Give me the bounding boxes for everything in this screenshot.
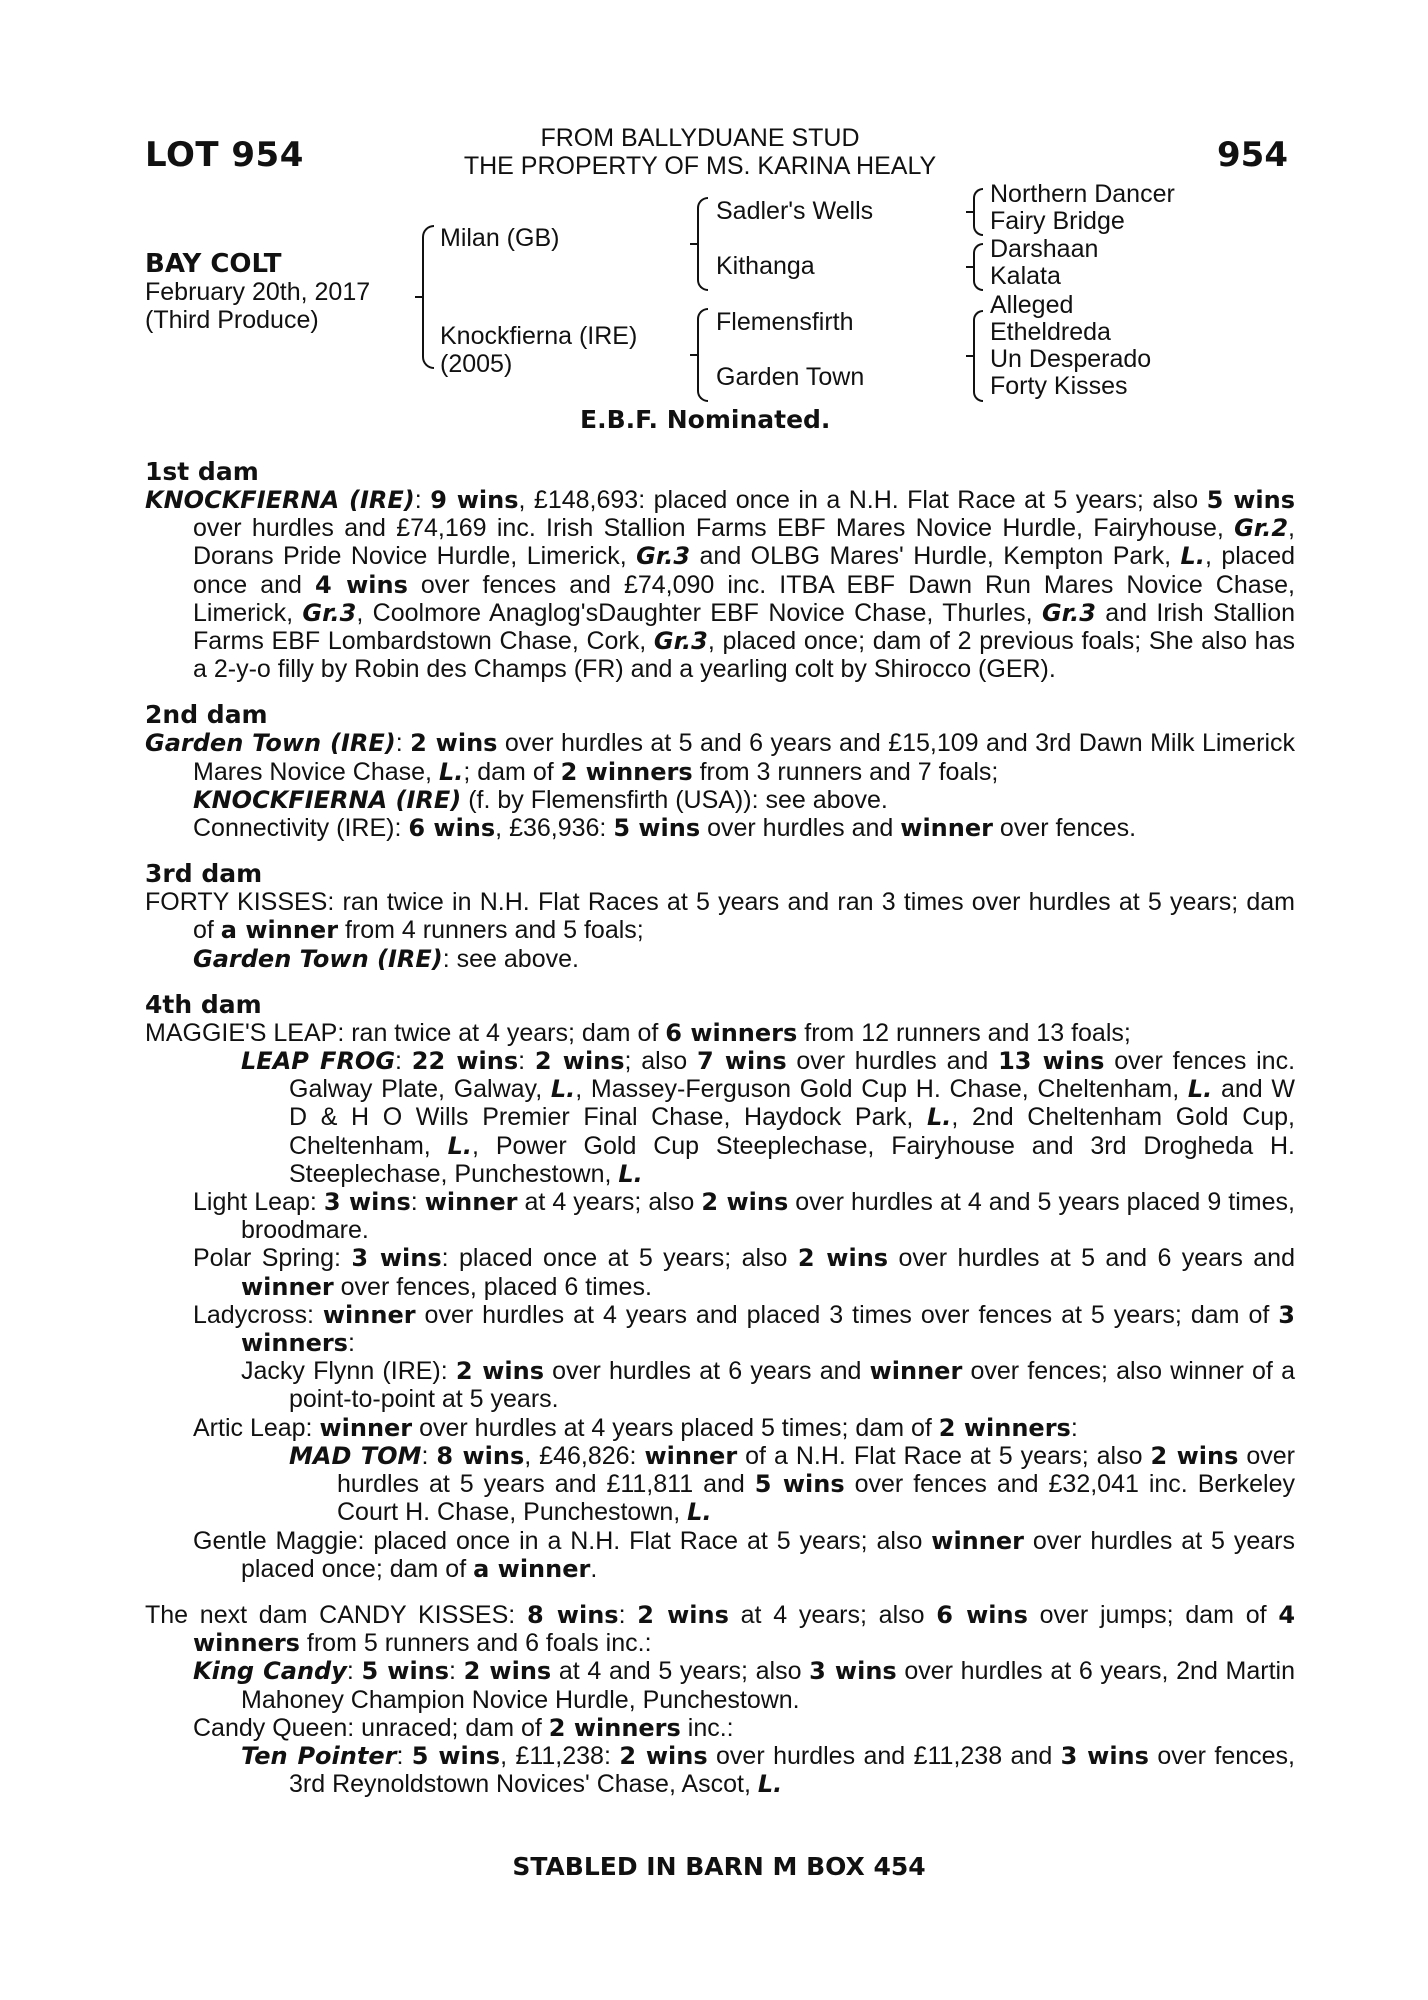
record-text: , Dorans Pride Novice Hurdle, Limerick, (193, 514, 1295, 571)
record-text: . (590, 1554, 598, 1583)
record-text: , £36,936: (495, 814, 614, 843)
record-entry (145, 1301, 1295, 1357)
emphasis-text: 2 winners (548, 1713, 681, 1742)
emphasis-text: 2 wins (701, 1188, 789, 1217)
emphasis-text: 2 wins (1150, 1441, 1239, 1470)
record-text: over hurdles at 5 years and £11,811 and (337, 1441, 1295, 1499)
emphasis-text: winner (931, 1526, 1024, 1555)
sire-dam-name: Kithanga (716, 252, 815, 280)
record-text: , £148,693: placed once in a N.H. Flat Race at 5 years; also (518, 486, 1207, 514)
emphasis-text: 3 winners (241, 1300, 1295, 1358)
emphasis-text: 4 wins (314, 570, 408, 599)
gen3-name: Un Desperado (990, 345, 1152, 373)
dam-section (145, 991, 1295, 1583)
emphasis-text: 5 wins (754, 1470, 845, 1499)
record-text: MAGGIE'S LEAP: ran twice at 4 years; dam of (145, 1018, 666, 1047)
dam-section (145, 458, 1295, 683)
record-entry (145, 1527, 1295, 1583)
record-text: : (395, 729, 411, 758)
horse-or-grade-text: Gr.2 (1234, 514, 1289, 543)
record-text: Gentle Maggie: placed once in a N.H. Flat Race at 5 years; also (193, 1526, 932, 1555)
record-text: : (449, 1657, 464, 1686)
section-heading: 1st dam (145, 457, 259, 486)
record-text: over hurdles at 5 years placed once; dam of (241, 1526, 1295, 1583)
horse-or-grade-text: Garden Town (IRE) (193, 944, 443, 973)
gen3-name: Kalata (990, 262, 1061, 290)
record-entry (145, 888, 1295, 944)
horse-or-grade-text: KNOCKFIERNA (IRE) (145, 486, 415, 514)
record-text: from 12 runners and 13 foals; (797, 1018, 1131, 1047)
record-entry (145, 729, 1295, 785)
record-text: at 4 years; also (728, 1600, 937, 1629)
vendor-line-1: FROM BALLYDUANE STUD (540, 124, 860, 152)
pedigree-brace-dam-line (697, 308, 708, 402)
record-entry (145, 1019, 1295, 1047)
emphasis-text: 7 wins (696, 1047, 787, 1076)
record-text: : (346, 1657, 362, 1686)
record-text: , placed once; dam of 2 previous foals; She also has a 2-y-o filly by Robin des Champs (FR) and a yearling colt by Shirocco (GER). (193, 627, 1295, 684)
emphasis-text: 2 wins (463, 1657, 552, 1686)
record-text: Ladycross: (193, 1300, 323, 1329)
emphasis-text: 3 wins (1060, 1741, 1149, 1770)
section-heading: 4th dam (145, 989, 262, 1019)
pedigree-brace-gen3-a (973, 188, 983, 236)
record-entry (145, 1657, 1295, 1713)
emphasis-text: 6 wins (936, 1600, 1028, 1629)
dam-year: (2005) (440, 350, 513, 378)
horse-or-grade-text: LEAP FROG (241, 1047, 396, 1076)
horse-or-grade-text: L. (757, 1770, 783, 1799)
horse-or-grade-text: Gr.3 (636, 542, 691, 571)
produce-record (145, 458, 1295, 1816)
record-text: Artic Leap: (193, 1413, 320, 1442)
gen3-name: Alleged (990, 291, 1074, 319)
record-text: Jacky Flynn (IRE): (241, 1357, 456, 1386)
record-text: over hurdles at 4 and 5 years placed 9 times, broodmare. (241, 1188, 1295, 1245)
dam-section (145, 860, 1295, 973)
lot-number: 954 (1217, 135, 1288, 175)
record-text: over hurdles at 6 years, 2nd Martin Mahoney Champion Novice Hurdle, Punchestown. (241, 1657, 1295, 1714)
record-entry (145, 1188, 1295, 1244)
record-entry (145, 1601, 1295, 1657)
dam-sire-name: Flemensfirth (716, 308, 854, 336)
horse-or-grade-text: L. (926, 1103, 952, 1132)
record-text: over fences, 3rd Reynoldstown Novices' Chase, Ascot, (289, 1741, 1295, 1799)
dam-section (145, 1601, 1295, 1798)
record-text: over fences; also winner of a point-to-point at 5 years. (289, 1357, 1295, 1414)
gen3-name: Northern Dancer (990, 180, 1175, 208)
gen3-name: Fairy Bridge (990, 207, 1125, 235)
record-text: : (518, 1047, 535, 1076)
stabling-info: STABLED IN BARN M BOX 454 (512, 1852, 926, 1881)
section-heading: 2nd dam (145, 700, 268, 730)
record-entry (145, 1742, 1295, 1798)
record-entry (145, 786, 1295, 814)
vendor-line-2: THE PROPERTY OF MS. KARINA HEALY (463, 152, 937, 180)
emphasis-text: winner (322, 1300, 416, 1329)
record-text: The next dam CANDY KISSES: (145, 1600, 527, 1629)
record-entry (145, 1047, 1295, 1188)
horse-or-grade-text: Gr.3 (1041, 598, 1096, 627)
record-text: , Massey-Ferguson Gold Cup H. Chase, Cheltenham, (575, 1075, 1188, 1104)
emphasis-text: 22 wins (411, 1047, 519, 1076)
emphasis-text: 2 wins (455, 1357, 544, 1386)
record-text: : (395, 1047, 412, 1076)
vendor-block (400, 124, 1000, 180)
produce-note: (Third Produce) (145, 306, 319, 334)
section-heading: 3rd dam (145, 859, 263, 889)
pedigree-brace-gen1 (422, 225, 434, 369)
pedigree-brace-gen3-b (973, 243, 983, 291)
dam-section (145, 701, 1295, 842)
emphasis-text: 5 wins (1206, 486, 1295, 514)
record-text: over jumps; dam of (1027, 1600, 1279, 1629)
record-text: at 4 and 5 years; also (551, 1657, 810, 1686)
emphasis-text: winner (319, 1413, 413, 1442)
pedigree-brace-sire-line (697, 197, 708, 291)
pedigree-brace-gen3-c (973, 310, 983, 402)
emphasis-text: 8 wins (436, 1441, 525, 1470)
horse-or-grade-text: KNOCKFIERNA (IRE) (193, 785, 462, 814)
horse-or-grade-text: L. (687, 1498, 712, 1527)
gen3-name: Darshaan (990, 235, 1099, 263)
horse-or-grade-text: L. (550, 1075, 576, 1104)
record-text: over hurdles and (700, 814, 901, 843)
record-text: over fences and £32,041 inc. Berkeley Court H. Chase, Punchestown, (337, 1470, 1295, 1527)
horse-or-grade-text: L. (447, 1131, 473, 1160)
record-text: from 3 runners and 7 foals; (692, 757, 999, 786)
emphasis-text: 2 winners (560, 757, 693, 786)
emphasis-text: 9 wins (430, 486, 519, 514)
record-text: from 5 runners and 6 foals inc.: (299, 1629, 652, 1658)
record-text: : placed once at 5 years; also (441, 1244, 798, 1273)
record-text: from 4 runners and 5 foals; (338, 916, 644, 945)
lot-label: LOT 954 (145, 135, 304, 175)
record-text: ; dam of (463, 757, 561, 786)
emphasis-text: 5 wins (361, 1657, 450, 1686)
record-text: over hurdles at 6 years and (543, 1357, 870, 1386)
record-text: ; also (624, 1047, 697, 1076)
horse-or-grade-text: L. (618, 1159, 643, 1188)
emphasis-text: 3 wins (351, 1244, 442, 1273)
record-entry (145, 814, 1295, 842)
record-text: and Irish Stallion Farms EBF Lombardstown Chase, Cork, (193, 598, 1295, 656)
emphasis-text: 2 wins (797, 1244, 889, 1273)
record-text: Connectivity (IRE): (193, 814, 409, 843)
emphasis-text: a winner (473, 1554, 591, 1583)
emphasis-text: 2 winners (938, 1413, 1071, 1442)
record-text: : (347, 1329, 355, 1358)
record-text: over hurdles at 4 years and placed 3 times over fences at 5 years; dam of (415, 1300, 1279, 1329)
horse-or-grade-text: King Candy (193, 1657, 347, 1686)
record-text: over hurdles at 5 and 6 years and (888, 1244, 1295, 1273)
record-entry (145, 1244, 1295, 1300)
horse-or-grade-text: MAD TOM (289, 1441, 422, 1470)
record-entry (145, 1714, 1295, 1742)
emphasis-text: 5 wins (613, 814, 701, 843)
record-text: Polar Spring: (193, 1244, 352, 1273)
record-entry (145, 1442, 1295, 1527)
dam-dam-name: Garden Town (716, 363, 865, 391)
record-text: , Coolmore Anaglog'sDaughter EBF Novice Chase, Thurles, (356, 598, 1042, 627)
record-entry (145, 945, 1295, 973)
emphasis-text: 5 wins (411, 1741, 501, 1770)
emphasis-text: winner (869, 1357, 963, 1386)
emphasis-text: a winner (220, 916, 339, 945)
sire-name: Milan (GB) (440, 224, 560, 252)
record-text: : (421, 1441, 437, 1470)
record-text: : (1070, 1413, 1078, 1442)
record-text: over hurdles at 5 and 6 years and £15,109 and 3rd Dawn Milk Limerick Mares Novice Chase, (193, 729, 1296, 786)
dam-name: Knockfierna (IRE) (440, 322, 638, 350)
record-text: : (410, 1188, 425, 1217)
horse-or-grade-text: Garden Town (IRE) (145, 729, 396, 758)
record-text: : see above. (442, 944, 579, 973)
sire-sire-name: Sadler's Wells (716, 197, 874, 225)
horse-or-grade-text: L. (1180, 542, 1205, 571)
horse-description: BAY COLT (145, 249, 282, 279)
subject-horse (145, 250, 370, 334)
record-text: , 2nd Cheltenham Gold Cup, Cheltenham, (289, 1103, 1295, 1160)
emphasis-text: 3 wins (323, 1188, 411, 1217)
record-text: over fences, placed 6 times. (333, 1272, 652, 1301)
emphasis-text: 6 winners (665, 1018, 798, 1047)
record-text: inc.: (680, 1713, 734, 1742)
record-text: over hurdles and £11,238 and (707, 1741, 1061, 1770)
emphasis-text: 2 wins (410, 729, 498, 758)
emphasis-text: 2 wins (637, 1600, 729, 1629)
record-text: , £46,826: (524, 1441, 645, 1470)
horse-or-grade-text: L. (438, 757, 464, 786)
record-text: , Power Gold Cup Steeplechase, Fairyhouse and 3rd Drogheda H. Steeplechase, Punchestown, (289, 1131, 1295, 1188)
horse-or-grade-text: Gr.3 (653, 627, 708, 656)
record-text: and OLBG Mares' Hurdle, Kempton Park, (690, 542, 1181, 571)
emphasis-text: 2 wins (619, 1741, 708, 1770)
record-text: of a N.H. Flat Race at 5 years; also (737, 1441, 1151, 1470)
record-text: Candy Queen: unraced; dam of (193, 1713, 549, 1742)
ebf-nominated-note: E.B.F. Nominated. (580, 405, 831, 434)
record-text: over hurdles and £74,169 inc. Irish Stallion Farms EBF Mares Novice Hurdle, Fairyhouse, (193, 514, 1235, 543)
record-text: Light Leap: (193, 1188, 324, 1217)
record-text: over fences inc. Galway Plate, Galway, (289, 1047, 1296, 1104)
record-text: at 4 years; also (517, 1188, 702, 1217)
gen3-name: Etheldreda (990, 318, 1111, 346)
gen3-name: Forty Kisses (990, 372, 1128, 400)
record-text: FORTY KISSES: ran twice in N.H. Flat Races at 5 years and ran 3 times over hurdles at 5 years; dam of (145, 888, 1295, 945)
record-text: : (396, 1741, 412, 1770)
emphasis-text: 6 wins (408, 814, 496, 843)
record-entry (145, 486, 1295, 683)
record-text: , placed once and (193, 542, 1296, 599)
emphasis-text: winner (900, 814, 993, 843)
horse-or-grade-text: Ten Pointer (241, 1741, 397, 1770)
record-text: : (414, 486, 431, 514)
record-text: , £11,238: (500, 1741, 620, 1770)
record-text: and W D & H O Wills Premier Final Chase, Haydock Park, (289, 1075, 1295, 1132)
record-text: over hurdles and (786, 1047, 999, 1076)
emphasis-text: 2 wins (534, 1047, 625, 1076)
emphasis-text: 3 wins (809, 1657, 897, 1686)
emphasis-text: winner (424, 1188, 518, 1217)
record-text: over fences. (992, 814, 1137, 843)
record-text: (f. by Flemensfirth (USA)): see above. (461, 785, 888, 814)
record-entry (145, 1357, 1295, 1413)
horse-or-grade-text: L. (1187, 1075, 1213, 1104)
record-entry (145, 1414, 1295, 1442)
emphasis-text: 8 wins (526, 1600, 619, 1629)
emphasis-text: winner (644, 1441, 738, 1470)
emphasis-text: 4 winners (193, 1600, 1296, 1658)
horse-or-grade-text: Gr.3 (302, 598, 357, 627)
record-text: : (618, 1600, 638, 1629)
emphasis-text: 13 wins (998, 1047, 1105, 1076)
record-text: over fences and £74,090 inc. ITBA EBF Dawn Run Mares Novice Chase, Limerick, (193, 570, 1296, 627)
foaling-date: February 20th, 2017 (145, 278, 371, 306)
record-text: over hurdles at 4 years placed 5 times; dam of (412, 1413, 939, 1442)
emphasis-text: winner (241, 1272, 334, 1301)
